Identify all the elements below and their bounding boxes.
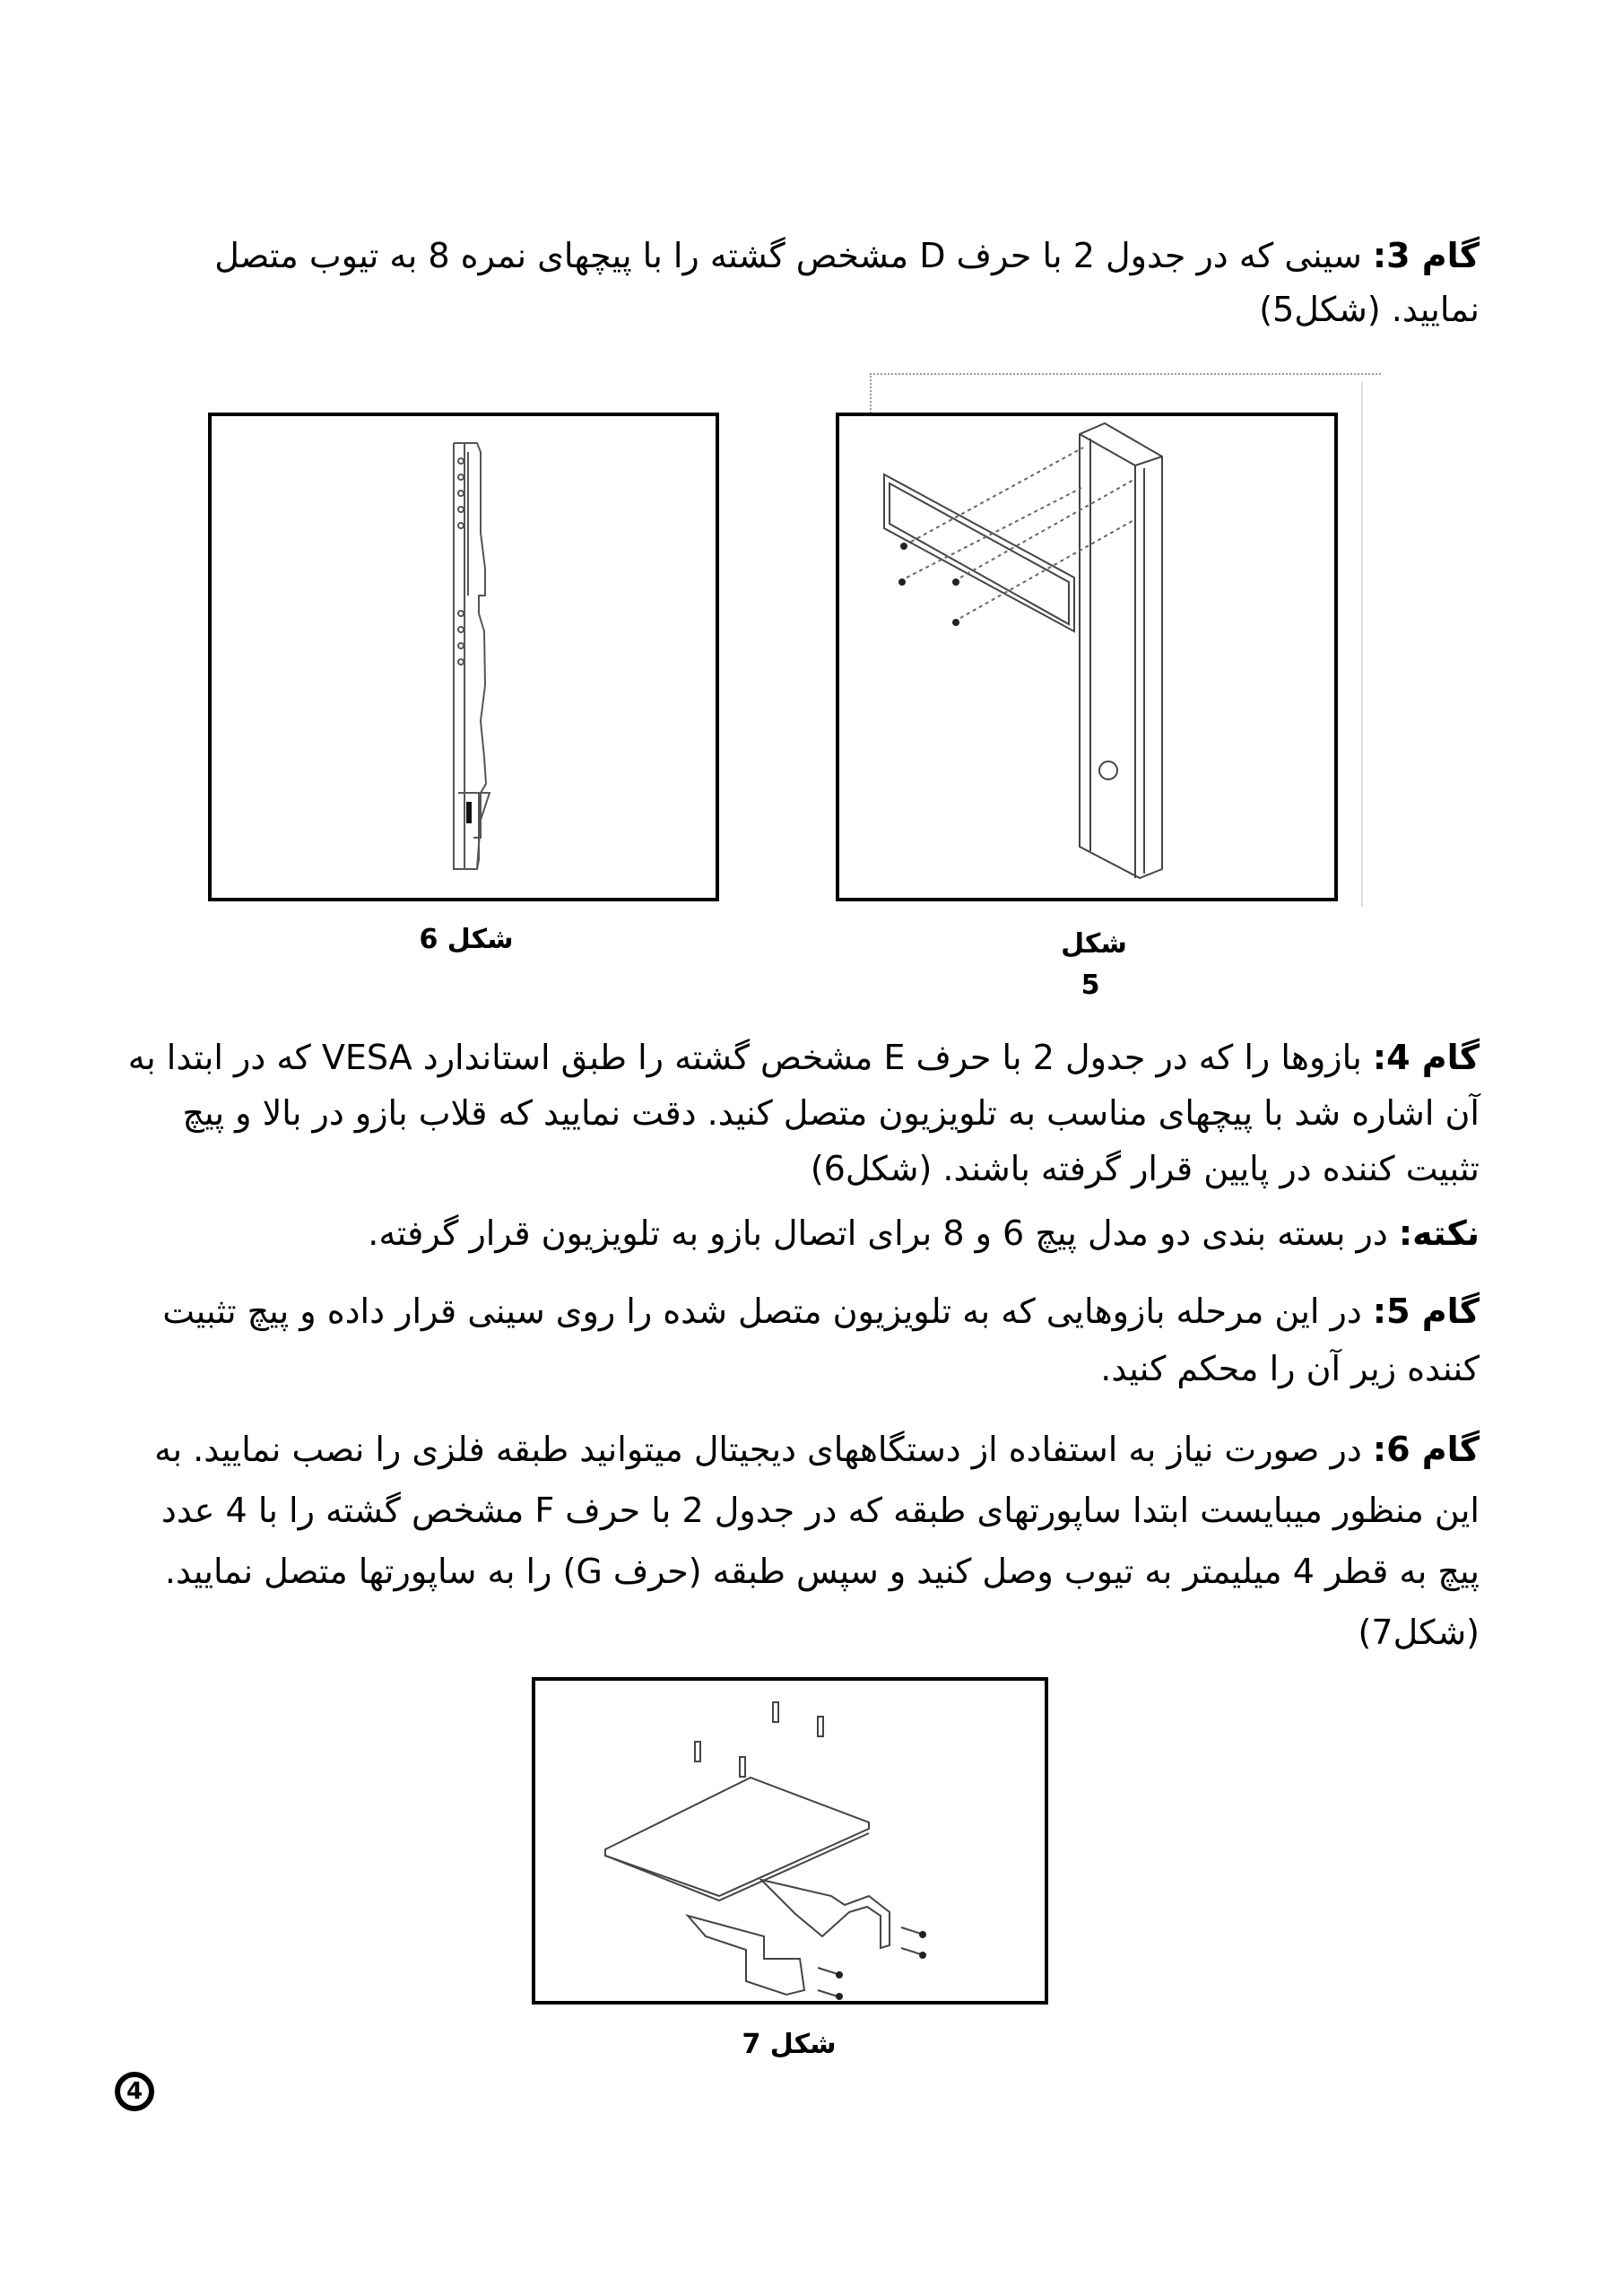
- page-number: 4: [126, 2078, 143, 2105]
- figure-6-bracket-side-view: [212, 416, 716, 898]
- figure-7-caption: شکل 7: [742, 2029, 837, 2060]
- figure-5-right-border-line: [1361, 382, 1363, 907]
- figure-6-frame: [208, 413, 719, 901]
- figure-7-shelf-drawing: [535, 1681, 1045, 2001]
- step-5-label: گام 5:: [1372, 1292, 1480, 1331]
- step-3-text: سینی که در جدول 2 با حرف D مشخص گشته را با پیچهای نمره 8 به تیوب متصل نمایید. (شکل5): [214, 236, 1480, 329]
- figure-5-caption-word: شکل: [1061, 928, 1127, 960]
- figure-7-frame: [532, 1677, 1048, 2005]
- note-paragraph: [117, 1206, 1480, 1260]
- step-5-text: در این مرحله بازوهایی که به تلویزیون متصل شده را روی سینی قرار داده و پیچ تثبیت کننده زیر آن را محکم کنید.: [162, 1292, 1480, 1388]
- figure-5-tray-tube-drawing: [839, 416, 1334, 898]
- note-text: در بسته بندی دو مدل پیچ 6 و 8 برای اتصال بازو به تلویزیون قرار گرفته.: [368, 1213, 1399, 1253]
- figure-5-caption: [1049, 924, 1139, 1006]
- step-6-text: در صورت نیاز به استفاده از دستگاههای دیجیتال میتوانید طبقه فلزی را نصب نمایید. به این منظور میبایست ابتدا ساپورتهای طبقه که در جدول 2 با حرف F مشخص گشته را با 4 عدد پیچ به قطر 4 میلیمتر به تیوب وصل کنید و سپس طبقه (حرف G) را به ساپورتها متصل نمایید. (شکل7): [154, 1430, 1480, 1652]
- step-6-label: گام 6:: [1372, 1430, 1480, 1469]
- figure-5-frame: [836, 413, 1338, 901]
- step-3-label: گام 3:: [1372, 236, 1480, 275]
- step-5-paragraph: [117, 1283, 1480, 1397]
- figure-5-caption-number: 5: [1081, 970, 1100, 1001]
- step-3-paragraph: [117, 229, 1480, 336]
- page-number-badge: [115, 2072, 154, 2111]
- step-6-paragraph: [117, 1419, 1480, 1663]
- step-4-label: گام 4:: [1372, 1038, 1480, 1077]
- figure-6-screw: [466, 802, 472, 823]
- note-label: نکته:: [1398, 1213, 1480, 1253]
- figure-6-caption: شکل 6: [419, 924, 514, 955]
- step-4-paragraph: [117, 1030, 1480, 1196]
- step-4-text: بازوها را که در جدول 2 با حرف E مشخص گشته را طبق استاندارد VESA که در ابتدا به آن اشاره شد با پیچهای مناسب به تلویزیون متصل کنید. دقت نمایید که قلاب بازو در بالا و پیچ تثبیت کننده در پایین قرار گرفته باشند. (شکل6): [127, 1038, 1480, 1188]
